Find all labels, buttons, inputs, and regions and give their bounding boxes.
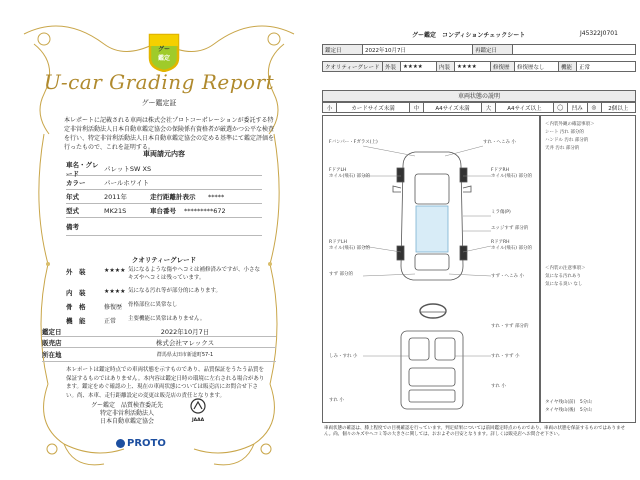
note-line: ＜内装の注意事項＞ — [545, 266, 586, 271]
sheet-footer-note: 車両状態の確認は、膝上程度での目視確認を行っています。判定結果については前回鑑定時点のものであり、車両の状態を保証するものではありません。尚、個々のキズやヘコミ等の大きさに関しては、おおよその目安となります。詳しくは販売店へお問合せ下さい。 — [324, 426, 626, 437]
damage-label: RドアRH ホイル(飛石) 部分的 — [491, 240, 532, 251]
damage-label: すず・へこみ 小 — [491, 274, 524, 279]
color-row — [66, 176, 262, 190]
note-line: 気になる臭い なし — [545, 282, 583, 287]
certificate-body-text: 本レポートに記載される車両は株式会社プロトコーポレーションが委託する特定非営利活動法人日本自動車鑑定協会の保険係有資格者が厳選かつ公平な検査を行い、特定非営利活動法人日本自動車鑑定協会の定める基準にて鑑定評価を行ったもので、これを証明する。 — [64, 117, 275, 151]
damage-label: すれ 小 — [329, 398, 344, 403]
mileage-value: ***** — [208, 192, 225, 201]
type-value: MK21S — [104, 206, 127, 215]
grade-desc: 主要機能に異常はありません。 — [128, 316, 206, 322]
note-line: ハンドル 汚れ 部分的 — [545, 138, 589, 143]
jaaa-text: JAAA — [191, 418, 205, 423]
vehicle-section-title: 車両請元内容 — [143, 150, 185, 158]
grade-row-interior — [66, 287, 262, 297]
jaaa-logo — [188, 398, 208, 422]
org-line: 日本自動車鑑定協会 — [99, 418, 154, 425]
grade-label: 骨 格 — [66, 303, 86, 311]
ext-label: 外装 — [383, 62, 401, 72]
appraisal-date-row — [42, 326, 276, 337]
color-label: カラー — [66, 179, 86, 187]
legend-value: 2個以上 — [601, 103, 635, 113]
size-legend — [322, 102, 636, 113]
note-line: 天井 汚れ 部分的 — [545, 146, 580, 151]
note-line: タイヤ残山(前) 5分山 — [545, 400, 592, 405]
grade-label: 外 装 — [66, 268, 86, 276]
header-table — [322, 44, 636, 55]
address-label: 所在地 — [42, 351, 62, 359]
legend-key: 小 — [323, 103, 337, 113]
damage-label: すれ・すず 部分的 — [491, 324, 529, 329]
badge-label: グー 鑑定 — [157, 46, 170, 62]
damage-label: すれ 小 — [491, 384, 506, 389]
proto-logo — [116, 438, 196, 449]
ext-value: ★★★★ — [401, 62, 437, 72]
grade-stars: ★★★★ — [104, 288, 126, 295]
car-diagram — [323, 116, 541, 424]
grade-desc: 気になるような傷やヘコミは補修済みですが、小さなキズやヘコミは残っています。 — [128, 267, 261, 281]
notes-label: 備考 — [66, 223, 79, 231]
sheet-title: グー鑑定 コンディションチェックシート — [412, 32, 526, 39]
grade-label: クオリティーグレード — [323, 62, 383, 72]
grade-row-frame — [66, 301, 262, 311]
date-value: 2022年10月7日 — [160, 327, 210, 336]
grade-stars: 正常 — [104, 318, 117, 325]
grade-stars: ★★★★ — [104, 267, 126, 274]
legend-value: A4サイズ未満 — [424, 103, 482, 113]
damage-label: しみ・すれ 小 — [329, 354, 358, 359]
multiple-legend-icon: ◎ — [587, 103, 601, 113]
damage-label: FドアRH ホイル(飛石) 部分的 — [491, 168, 532, 179]
grade-desc: 気になる汚れ等が部分的にあります。 — [128, 288, 222, 294]
damage-label: すれ・すず 小 — [491, 354, 520, 359]
func-value: 正常 — [577, 62, 636, 72]
proto-text: PROTO — [127, 438, 166, 449]
year-label: 年式 — [66, 193, 79, 201]
explanation-header: 車両状態の説明 — [322, 90, 636, 102]
damage-label: すれ・へこみ 小 — [483, 140, 516, 145]
reappraisal-value — [513, 45, 636, 55]
damage-label: すず 部分的 — [329, 272, 353, 277]
grade-desc: 骨格部位に異常なし — [128, 302, 178, 308]
model-row — [66, 162, 262, 176]
grade-row-exterior — [66, 266, 262, 282]
year-row — [66, 190, 262, 204]
certificate-subtitle: グー鑑定証 — [141, 99, 177, 107]
certificate-note: 本レポートは鑑定時点での車両状態を示すものであり、品質保証をうたう品質を保証するものではありません。本内容は鑑定日時の環境に左右される場合があります。鑑定をめぐ確認の上、現在の車両状態については販売店にお問合せ下さい。尚、本車、走行距離設定の変更は販売店の責任となります。 — [66, 367, 265, 399]
grade-row-function — [66, 315, 262, 325]
mileage-label: 走行距離計表示 — [150, 193, 196, 201]
repair-value: 修復歴なし — [515, 62, 559, 72]
dealer-row — [42, 337, 276, 348]
org-line: グー鑑定 品質検査委託先 — [90, 402, 163, 409]
reappraisal-label: 再鑑定日 — [473, 45, 513, 55]
condition-check-sheet — [322, 26, 636, 470]
damage-label: Fバンパー・Fガラス(上) — [329, 140, 378, 145]
legend-value: A4サイズ以上 — [495, 103, 553, 113]
address-value: 群馬県太田市新道町57-1 — [156, 352, 214, 358]
date-label: 鑑定日 — [323, 45, 363, 55]
jaaa-emblem-icon — [188, 398, 208, 414]
note-line: シート 汚れ 部分的 — [545, 130, 584, 135]
model-value: パレットSW XS — [104, 165, 152, 173]
date-label: 鑑定日 — [42, 327, 62, 336]
dent-legend-icon: ◯ — [553, 103, 567, 113]
address-row — [42, 348, 276, 362]
grade-table — [322, 61, 636, 72]
dealer-value: 株式会社マレックス — [155, 338, 215, 347]
note-line: ＜内装外観の確認事項＞ — [545, 122, 595, 127]
chassis-value: *********672 — [184, 206, 226, 215]
grade-label: 内 装 — [66, 289, 86, 297]
grade-label: 機 能 — [66, 317, 86, 325]
legend-key: 中 — [410, 103, 424, 113]
type-label: 型式 — [66, 207, 79, 215]
damage-label: ミラ傷(P) — [491, 210, 511, 215]
grading-certificate — [4, 4, 314, 476]
legend-key: 大 — [481, 103, 495, 113]
damage-label: FドアLH ホイル(飛石) 部分的 — [329, 168, 370, 179]
year-value: 2011年 — [104, 193, 128, 201]
note-line: 気になる汚れあり — [545, 274, 581, 279]
legend-value: 凹み — [567, 103, 587, 113]
organization-block — [72, 402, 182, 426]
model-label: 車名・グレード — [66, 160, 99, 178]
org-line: 特定非営利活動法人 — [99, 410, 154, 417]
int-value: ★★★★ — [455, 62, 491, 72]
sheet-id: J45322J0701 — [580, 30, 618, 37]
date-value: 2022年10月7日 — [363, 45, 473, 55]
grade-stars: 修復歴 — [104, 304, 123, 311]
inspection-notes-panel — [540, 115, 636, 423]
car-diagram-panel — [322, 115, 540, 423]
damage-label: エッジすず 部分的 — [491, 226, 529, 231]
note-line: タイヤ残山(後) 5分山 — [545, 408, 592, 413]
color-value: パールホワイト — [104, 179, 150, 187]
proto-mark-icon — [116, 439, 125, 448]
quality-grade-title: クオリティーグレード — [131, 256, 197, 264]
damage-label: RドアLH ホイル(飛石) 部分的 — [329, 240, 370, 251]
legend-value: カードサイズ未満 — [337, 103, 410, 113]
notes-row — [66, 218, 262, 236]
dealer-label: 販売店 — [42, 338, 62, 347]
int-label: 内装 — [437, 62, 455, 72]
func-label: 機能 — [559, 62, 577, 72]
repair-label: 修復歴 — [491, 62, 515, 72]
certificate-title: U-car Grading Report — [43, 70, 275, 94]
type-row — [66, 204, 262, 218]
chassis-label: 車台番号 — [150, 207, 176, 215]
